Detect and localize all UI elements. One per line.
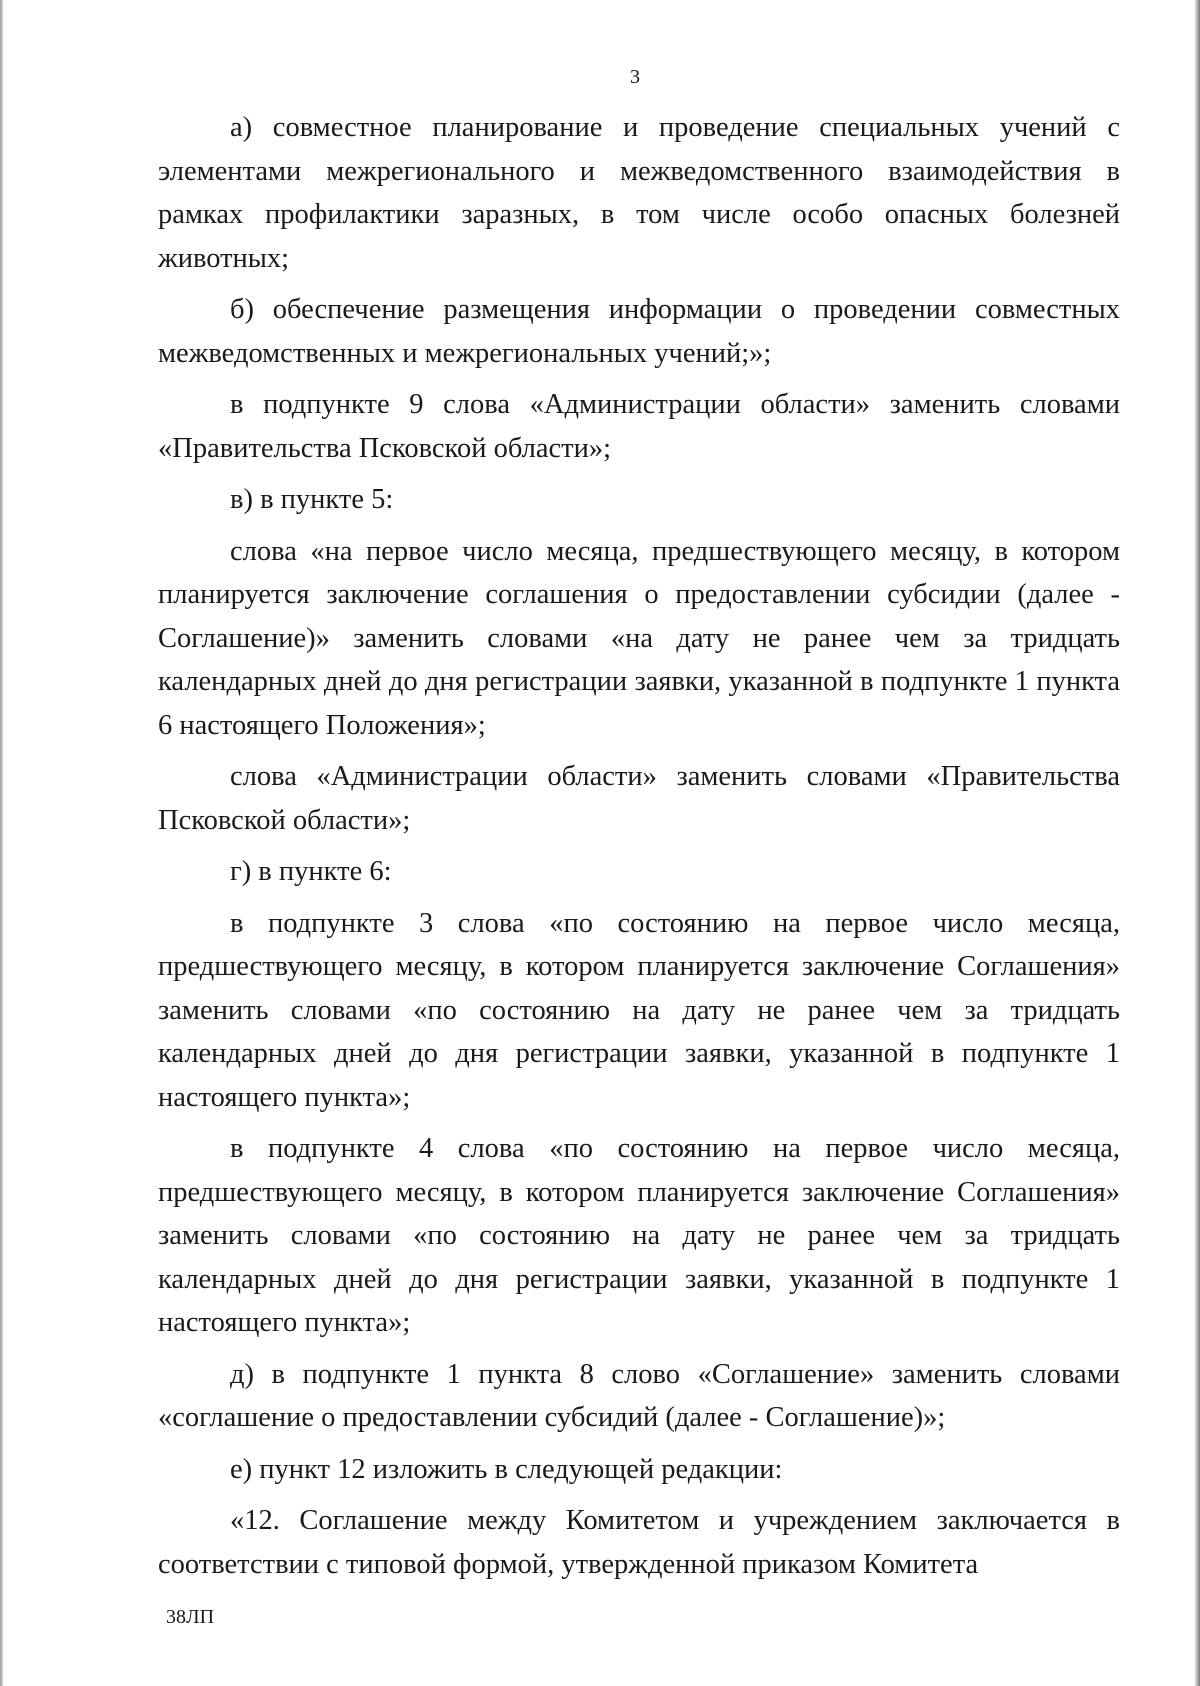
document-body	[158, 106, 1120, 1594]
paragraph-g-point-6: г) в пункте 6:	[230, 856, 392, 887]
paragraph-a-exercises: а) совместное планирование и проведение специальных учений с элементами межрегионального и межведомственного взаимодействия в рамках профилактики заразных, в том числе особо опасных болезней животных;	[158, 112, 1120, 274]
paragraph-b-information: б) обеспечение размещения информации о проведении совместных межведомственных и межрегиональных учений;»;	[158, 294, 1120, 369]
paragraph-point-5-words-government: слова «Администрации области» заменить словами «Правительства Псковской области»;	[158, 761, 1120, 836]
paragraph-e-point-12: е) пункт 12 изложить в следующей редакции:	[230, 1453, 783, 1485]
scan-edge-left	[0, 0, 3, 1686]
paragraph-subpoint-9: в подпункте 9 слова «Администрации области» заменить словами «Правительства Псковской области»;	[158, 389, 1120, 464]
paragraph-point-12-text: «12. Соглашение между Комитетом и учреждением заключается в соответствии с типовой формой, утвержденной приказом Комитета	[158, 1505, 1120, 1580]
scan-edge-right	[1194, 0, 1200, 1686]
paragraph-d-point-8: д) в подпункте 1 пункта 8 слово «Соглашение» заменить словами «соглашение о предоставлении субсидий (далее - Соглашение)»;	[158, 1358, 1120, 1433]
paragraph-subpoint-3: в подпункте 3 слова «по состоянию на первое число месяца, предшествующего месяцу, в котором планируется заключение Соглашения» заменить словами «по состоянию на дату не ранее чем за тридцать календарных дней до дня регистрации заявки, указанной в подпункте 1 настоящего пункта»;	[158, 907, 1120, 1113]
paragraph-v-point-5: в) в пункте 5:	[230, 484, 394, 515]
paragraph-point-5-words-date: слова «на первое число месяца, предшествующего месяцу, в котором планируется заключение соглашения о предоставлении субсидии (далее - Соглашение)» заменить словами «на дату не ранее чем за тридцать календарных дней до дня регистрации заявки, указанной в подпункте 1 пункта 6 настоящего Положения»;	[158, 535, 1120, 741]
page-number: 3	[630, 66, 640, 88]
paragraph-subpoint-4: в подпункте 4 слова «по состоянию на первое число месяца, предшествующего месяцу, в котором планируется заключение Соглашения» заменить словами «по состоянию на дату не ранее чем за тридцать календарных дней до дня регистрации заявки, указанной в подпункте 1 настоящего пункта»;	[158, 1133, 1120, 1338]
document-code: 38ЛП	[166, 1606, 215, 1628]
